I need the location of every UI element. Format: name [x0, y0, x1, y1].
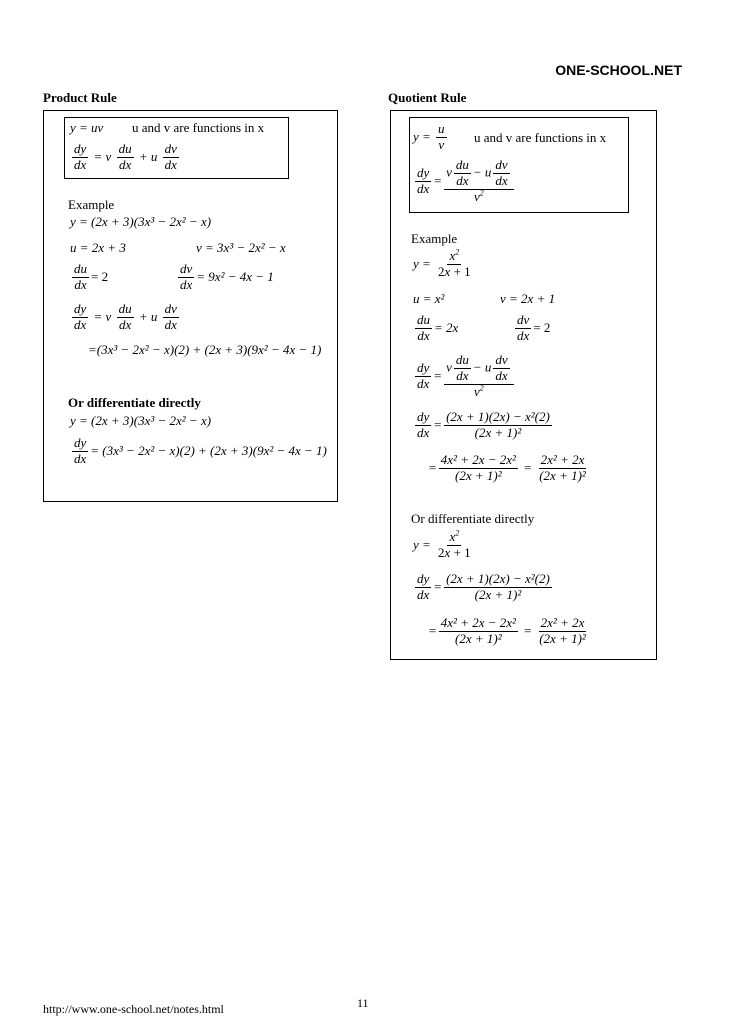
- product-example-formula: $\frac{dy}{dx}$ = v $\frac{du}{dx}$ + u $\frac{dv}{dx}$: [74, 301, 177, 332]
- footer-url[interactable]: http://www.one-school.net/notes.html: [43, 1002, 224, 1016]
- quotient-example-y: y = $\frac{x^2}{2x + 1}$: [413, 247, 471, 279]
- quotient-direct-step2: = $\frac{\text{4x² + 2x − 2x²}}{\text{(2x + 1)²}}$ = $\frac{\text{2x² + 2x}}{\text{(2x + 1)²}}$: [428, 615, 586, 646]
- quotient-direct-heading: Or differentiate directly: [411, 511, 535, 526]
- product-def-y: y = uv: [70, 120, 104, 135]
- quotient-u-def: u = x²: [413, 291, 445, 306]
- product-example-label: Example: [68, 197, 115, 212]
- product-u-def: u = 2x + 3: [70, 240, 126, 255]
- quotient-example-formula: $\frac{dy}{dx}$ = v $\frac{du}{dx}$ − u $\frac{dv}{dx}$ $v^2$: [413, 353, 516, 400]
- quotient-def-y: y = $\frac{u}{v}$: [413, 121, 445, 152]
- product-example-result: =(3x³ − 2x² − x)(2) + (2x + 3)(9x² − 4x − 1): [88, 342, 322, 357]
- quotient-rule-heading: Quotient Rule: [388, 90, 467, 105]
- quotient-formula: $\frac{dy}{dx}$ = v $\frac{du}{dx}$ − u $\frac{dv}{dx}$ $v^2$: [413, 158, 516, 205]
- product-direct-y: y = (2x + 3)(3x³ − 2x² − x): [70, 413, 212, 428]
- site-brand: ONE-SCHOOL.NET: [555, 62, 682, 78]
- quotient-dvdx: $\frac{dv}{dx}$ = 2: [517, 312, 551, 343]
- quotient-def-note: u and v are functions in x: [474, 130, 607, 145]
- quotient-direct-step1: $\frac{dy}{dx}$ = $\frac{\text{(2x + 1)(2x) − x²(2)}}{\text{(2x + 1)²}}$: [417, 571, 550, 602]
- product-dvdx: $\frac{dv}{dx}$ = 9x² − 4x − 1: [180, 261, 274, 292]
- product-direct-heading: Or differentiate directly: [68, 395, 201, 410]
- product-direct-result: $\frac{dy}{dx}$ = (3x³ − 2x² − x)(2) + (2x + 3)(9x² − 4x − 1): [74, 435, 327, 466]
- quotient-v-def: v = 2x + 1: [500, 291, 556, 306]
- product-v-def: v = 3x³ − 2x² − x: [196, 240, 286, 255]
- quotient-example-step1: $\frac{dy}{dx}$ = $\frac{\text{(2x + 1)(2x) − x²(2)}}{\text{(2x + 1)²}}$: [417, 409, 550, 440]
- quotient-direct-y: y = $\frac{x^2}{2x + 1}$: [413, 528, 471, 560]
- product-dudx: $\frac{du}{dx}$ = 2: [74, 261, 109, 292]
- product-formula: $\frac{dy}{dx}$ = v $\frac{du}{dx}$ + u $\frac{dv}{dx}$: [74, 141, 177, 172]
- page-number: 11: [357, 996, 369, 1010]
- product-rule-heading: Product Rule: [43, 90, 117, 105]
- quotient-example-step2: = $\frac{\text{4x² + 2x − 2x²}}{\text{(2x + 1)²}}$ = $\frac{\text{2x² + 2x}}{\text{(2x + 1)²}}$: [428, 452, 586, 483]
- quotient-example-label: Example: [411, 231, 458, 246]
- product-def-note: u and v are functions in x: [132, 120, 265, 135]
- quotient-dudx: $\frac{du}{dx}$ = 2x: [417, 312, 459, 343]
- product-example-y: y = (2x + 3)(3x³ − 2x² − x): [70, 214, 212, 229]
